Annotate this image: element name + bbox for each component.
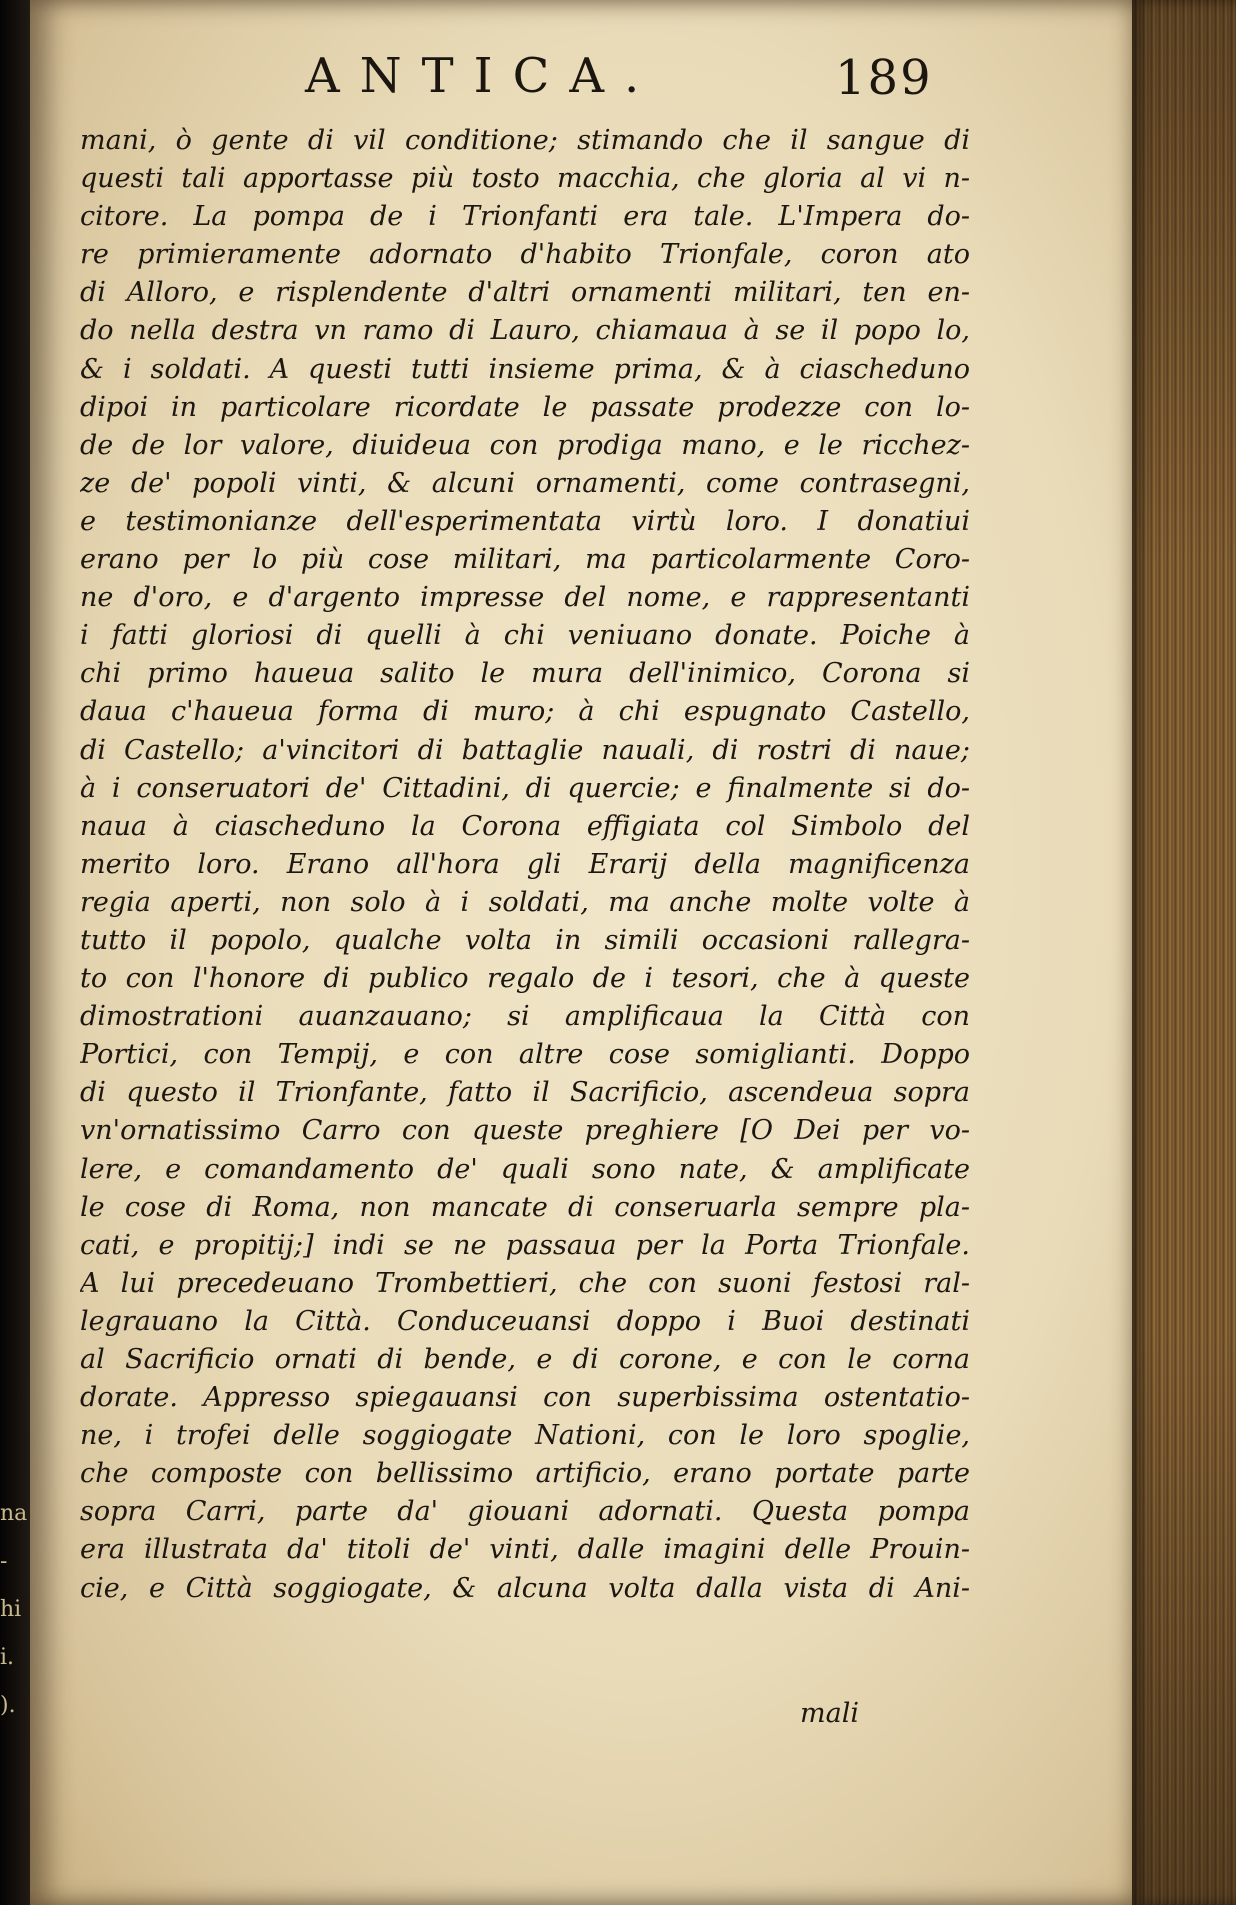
text-line: regia aperti, non solo à i soldati, ma anche molte volte à [80, 886, 970, 918]
text-line: & i soldati. A questi tutti insieme prima, & à ciascheduno [80, 353, 970, 385]
text-line: do nella destra vn ramo di Lauro, chiamaua à se il popo lo, [80, 315, 970, 347]
text-line: era illustrata da' titoli de' vinti, dalle imagini delle Prouin- [80, 1534, 970, 1566]
text-line: i fatti gloriosi di quelli à chi veniuano donate. Poiche à [80, 620, 970, 652]
text-line: legrauano la Città. Conduceuansi doppo i Buoi destinati [80, 1305, 970, 1337]
text-line: daua c'haueua forma di muro; à chi espugnato Castello, [80, 696, 970, 728]
text-line: vn'ornatissimo Carro con queste preghiere [O Dei per vo- [80, 1115, 970, 1147]
text-line: che composte con bellissimo artificio, erano portate parte [80, 1458, 970, 1490]
text-line: re primieramente adornato d'habito Trionfale, coron ato [80, 239, 970, 271]
text-line: ne, i trofei delle soggiogate Nationi, con le loro spoglie, [80, 1420, 970, 1452]
text-line: lere, e comandamento de' quali sono nate, & amplificate [80, 1153, 970, 1185]
text-line: naua à ciascheduno la Corona effigiata col Simbolo del [80, 810, 970, 842]
text-line: erano per lo più cose militari, ma particolarmente Coro- [80, 544, 970, 576]
text-line: chi primo haueua salito le mura dell'inimico, Corona si [80, 658, 970, 690]
text-line: di Castello; a'vincitori di battaglie nauali, di rostri di naue; [80, 734, 970, 766]
text-line: dipoi in particolare ricordate le passate prodezze con lo- [80, 391, 970, 423]
text-line: citore. La pompa de i Trionfanti era tale. L'Impera do- [80, 201, 970, 233]
text-line: ne d'oro, e d'argento impresse del nome, e rappresentanti [80, 582, 970, 614]
text-line: merito loro. Erano all'hora gli Erarij della magnificenza [80, 848, 970, 880]
text-line: sopra Carri, parte da' giouani adornati. Questa pompa [80, 1496, 970, 1528]
margin-fragment: hi [0, 1597, 22, 1622]
facing-page-margin-fragments [0, 1490, 30, 1730]
text-line: cati, e propitij;] indi se ne passaua per la Porta Trionfale. [80, 1229, 970, 1261]
book-page [30, 0, 1138, 1905]
page-fore-edge [1132, 0, 1236, 1905]
text-line: tutto il popolo, qualche volta in simili occasioni rallegra- [80, 924, 970, 956]
text-line: Portici, con Tempij, e con altre cose somiglianti. Doppo [80, 1039, 970, 1071]
margin-fragment: ). [0, 1693, 16, 1718]
margin-fragment: i. [0, 1645, 15, 1670]
text-line: questi tali apportasse più tosto macchia, che gloria al vi n- [80, 163, 970, 195]
catchword: mali [800, 1698, 859, 1729]
margin-fragment: na [0, 1501, 28, 1526]
text-line: e testimonianze dell'esperimentata virtù loro. I donatiui [80, 505, 970, 537]
text-line: di questo il Trionfante, fatto il Sacrificio, ascendeua sopra [80, 1077, 970, 1109]
text-line: al Sacrificio ornati di bende, e di corone, e con le corna [80, 1344, 970, 1375]
text-line: le cose di Roma, non mancate di conseruarla sempre pla- [80, 1191, 970, 1223]
text-line: to con l'honore di publico regalo de i tesori, che à queste [80, 963, 970, 995]
text-line: ze de' popoli vinti, & alcuni ornamenti, come contrasegni, [80, 467, 970, 499]
margin-fragment: - [0, 1549, 8, 1574]
text-line: dimostrationi auanzauano; si amplificaua la Città con [80, 1001, 970, 1033]
page-number: 189 [835, 50, 933, 106]
text-line: cie, e Città soggiogate, & alcuna volta dalla vista di Ani- [80, 1572, 970, 1604]
running-head [265, 48, 965, 118]
text-line: A lui precedeuano Trombettieri, che con suoni festosi ral- [80, 1267, 970, 1299]
body-text [80, 122, 970, 1608]
text-line: à i conseruatori de' Cittadini, di quercie; e finalmente si do- [80, 772, 970, 804]
text-line: mani, ò gente di vil conditione; stimando che il sangue di [80, 125, 970, 156]
text-line: dorate. Appresso spiegauansi con superbissima ostentatio- [80, 1382, 970, 1414]
text-line: di Alloro, e risplendente d'altri ornamenti militari, ten en- [80, 277, 970, 309]
running-title: ANTICA. [305, 48, 660, 104]
text-line: de de lor valore, diuideua con prodiga mano, e le ricchez- [80, 429, 970, 461]
